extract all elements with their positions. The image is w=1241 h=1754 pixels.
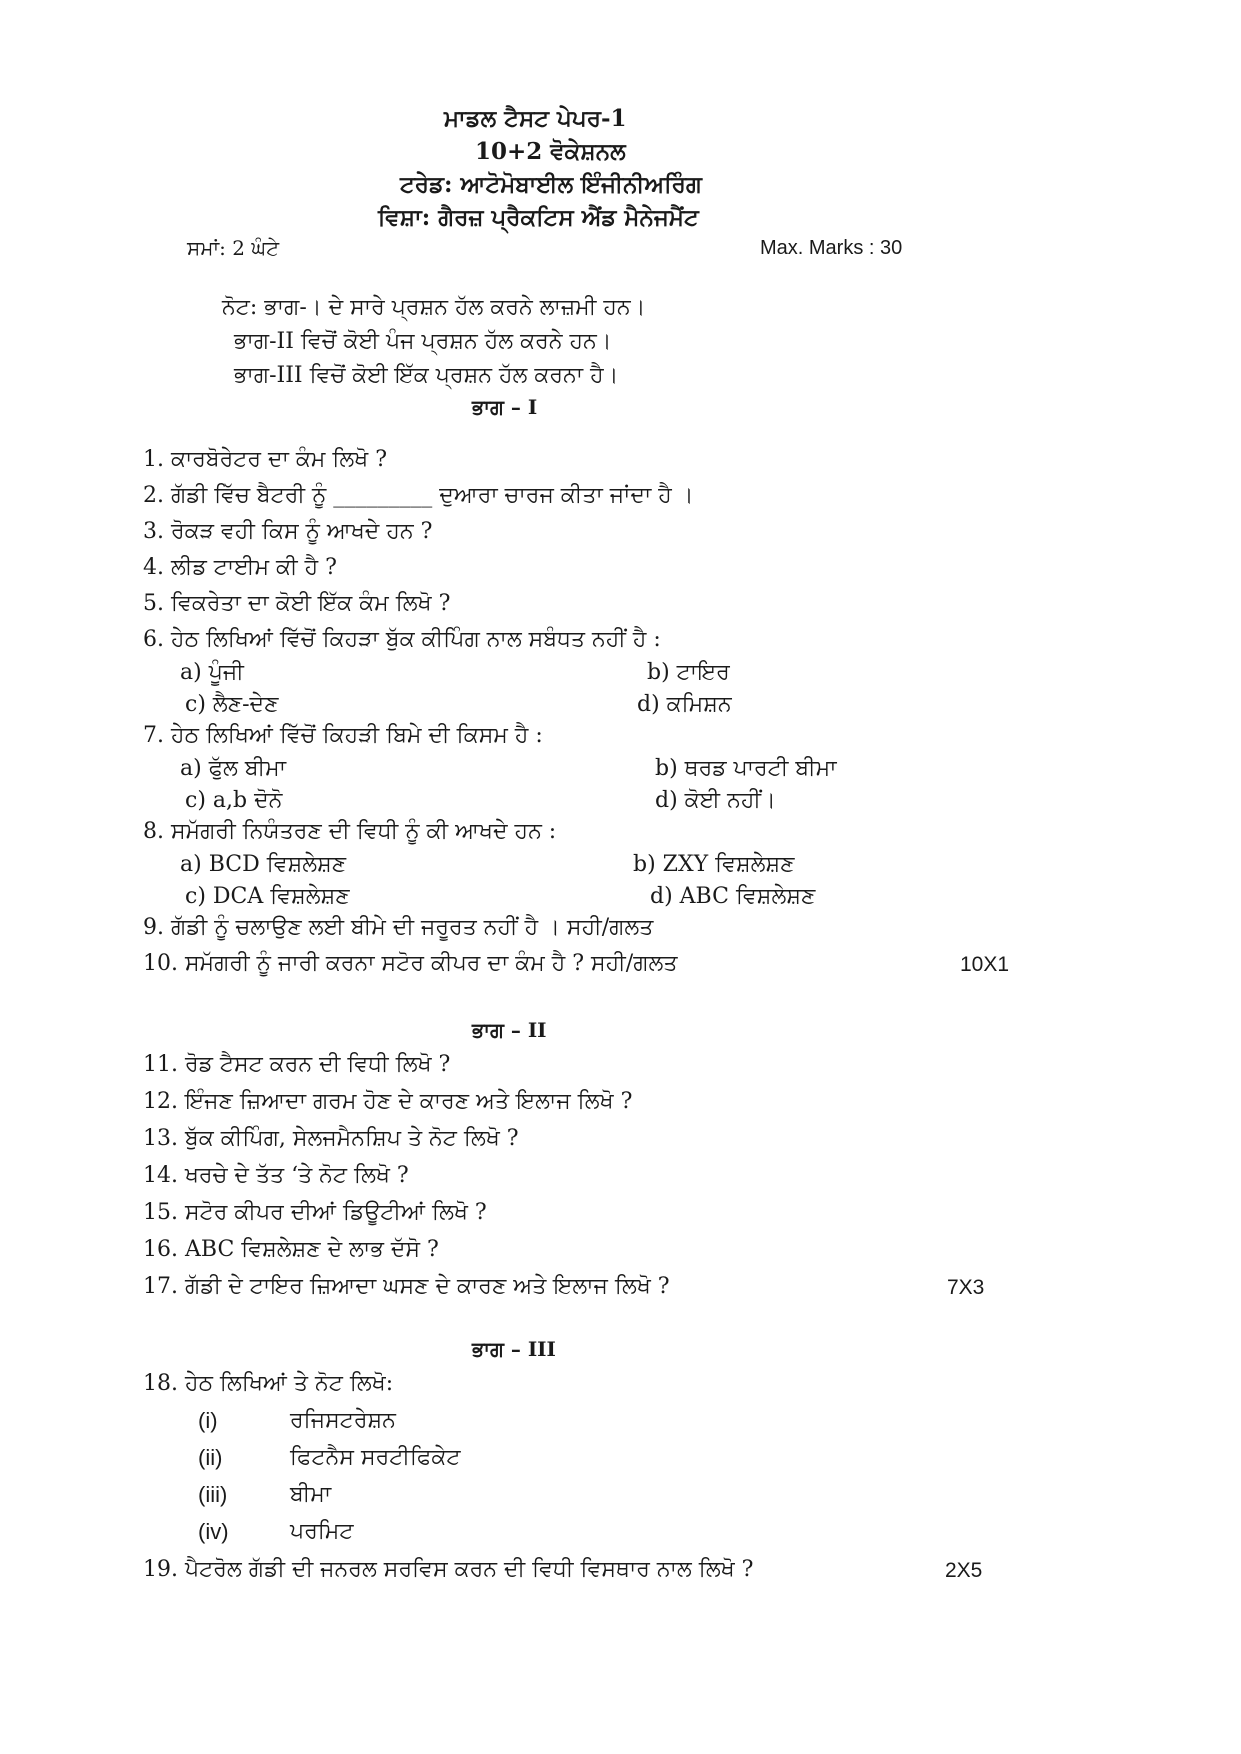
question-7: 7. ਹੇਠ ਲਿਖਿਆਂ ਵਿੱਚੋਂ ਕਿਹੜੀ ਬਿਮੇ ਦੀ ਕਿਸਮ ਹੈ : (143, 723, 543, 748)
section-3-marks: 2X5 (945, 1559, 983, 1582)
question-6-option-b: b) ਟਾਇਰ (647, 660, 730, 685)
question-7-option-d: d) ਕੋਈ ਨਹੀਂ। (655, 788, 776, 813)
question-8-option-a: a) BCD ਵਿਸ਼ਲੇਸ਼ਣ (180, 852, 347, 877)
question-17: 17. ਗੱਡੀ ਦੇ ਟਾਇਰ ਜ਼ਿਆਦਾ ਘਸਣ ਦੇ ਕਾਰਣ ਅਤੇ ਇਲਾਜ ਲਿਖੋ ? (143, 1274, 670, 1299)
question-5: 5. ਵਿਕਰੇਤਾ ਦਾ ਕੋਈ ਇੱਕ ਕੰਮ ਲਿਖੋ ? (143, 591, 451, 616)
question-8-option-d: d) ABC ਵਿਸ਼ਲੇਸ਼ਣ (650, 884, 816, 909)
question-10: 10. ਸਮੱਗਰੀ ਨੂੰ ਜਾਰੀ ਕਰਨਾ ਸਟੋਰ ਕੀਪਰ ਦਾ ਕੰਮ ਹੈ ? ਸਹੀ/ਗਲਤ (143, 951, 678, 976)
question-14: 14. ਖਰਚੇ ਦੇ ਤੱਤ ‘ਤੇ ਨੋਟ ਲਿਖੋ ? (143, 1163, 409, 1188)
question-9: 9. ਗੱਡੀ ਨੂੰ ਚਲਾਉਣ ਲਈ ਬੀਮੇ ਦੀ ਜਰੂਰਤ ਨਹੀਂ ਹੈ । ਸਹੀ/ਗਲਤ (143, 915, 654, 940)
question-7-option-b: b) ਥਰਡ ਪਾਰਟੀ ਬੀਮਾ (655, 756, 837, 781)
question-12: 12. ਇੰਜਣ ਜ਼ਿਆਦਾ ਗਰਮ ਹੋਣ ਦੇ ਕਾਰਣ ਅਤੇ ਇਲਾਜ ਲਿਖੋ ? (143, 1089, 633, 1114)
max-marks: Max. Marks : 30 (760, 237, 903, 259)
class-line: 10+2 ਵੋਕੇਸ਼ਨਲ (475, 138, 626, 165)
section-1-marks: 10X1 (960, 953, 1010, 976)
question-1: 1. ਕਾਰਬੋਰੇਟਰ ਦਾ ਕੰਮ ਲਿਖੋ ? (143, 447, 388, 472)
section-2-marks: 7X3 (947, 1276, 985, 1299)
question-6-option-d: d) ਕਮਿਸ਼ਨ (637, 692, 732, 717)
question-4: 4. ਲੀਡ ਟਾਈਮ ਕੀ ਹੈ ? (143, 555, 337, 580)
question-8-option-b: b) ZXY ਵਿਸ਼ਲੇਸ਼ਣ (633, 852, 795, 877)
question-13: 13. ਬੁੱਕ ਕੀਪਿੰਗ, ਸੇਲਜਮੈਨਸ਼ਿਪ ਤੇ ਨੋਟ ਲਿਖੋ ? (143, 1126, 519, 1151)
question-15: 15. ਸਟੋਰ ਕੀਪਰ ਦੀਆਂ ਡਿਊਟੀਆਂ ਲਿਖੋ ? (143, 1200, 487, 1225)
question-6-option-c: c) ਲੈਣ-ਦੇਣ (185, 692, 279, 717)
question-18: 18. ਹੇਠ ਲਿਖਿਆਂ ਤੇ ਨੋਟ ਲਿਖੋ: (143, 1371, 394, 1396)
question-8-option-c: c) DCA ਵਿਸ਼ਲੇਸ਼ਣ (185, 884, 350, 909)
trade-line: ਟਰੇਡ: ਆਟੋਮੋਬਾਈਲ ਇੰਜੀਨੀਅਰਿੰਗ (400, 171, 702, 198)
section-1-heading: ਭਾਗ – I (472, 395, 538, 419)
time-allowed: ਸਮਾਂ: 2 ਘੰਟੇ (187, 236, 280, 260)
question-18-item-iii: ਬੀਮਾ (290, 1482, 332, 1507)
paper-title: ਮਾਡਲ ਟੈਸਟ ਪੇਪਰ-1 (444, 105, 627, 132)
question-16: 16. ABC ਵਿਸ਼ਲੇਸ਼ਣ ਦੇ ਲਾਭ ਦੱਸੋ ? (143, 1237, 439, 1262)
question-3: 3. ਰੋਕੜ ਵਹੀ ਕਿਸ ਨੂੰ ਆਖਦੇ ਹਨ ? (143, 519, 433, 544)
note-line-3: ਭਾਗ-III ਵਿਚੋਂ ਕੋਈ ਇੱਕ ਪ੍ਰਸ਼ਨ ਹੱਲ ਕਰਨਾ ਹੈ। (234, 363, 619, 388)
question-18-item-iv: ਪਰਮਿਟ (290, 1519, 354, 1544)
question-6: 6. ਹੇਠ ਲਿਖਿਆਂ ਵਿੱਚੋਂ ਕਿਹੜਾ ਬੁੱਕ ਕੀਪਿੰਗ ਨਾਲ ਸਬੰਧਤ ਨਹੀਂ ਹੈ : (143, 627, 661, 652)
question-18-item-ii: ਫਿਟਨੈਸ ਸਰਟੀਫਿਕੇਟ (290, 1445, 461, 1470)
note-line-2: ਭਾਗ-II ਵਿਚੋਂ ਕੋਈ ਪੰਜ ਪ੍ਰਸ਼ਨ ਹੱਲ ਕਰਨੇ ਹਨ। (234, 329, 612, 354)
question-11: 11. ਰੋਡ ਟੈਸਟ ਕਰਨ ਦੀ ਵਿਧੀ ਲਿਖੋ ? (143, 1052, 451, 1077)
question-2: 2. ਗੱਡੀ ਵਿੱਚ ਬੈਟਰੀ ਨੂੰ _________ ਦੁਆਰਾ ਚਾਰਜ ਕੀਤਾ ਜਾਂਦਾ ਹੈ । (143, 483, 694, 508)
subject-line: ਵਿਸ਼ਾ: ਗੈਰਜ਼ ਪ੍ਰੈਕਟਿਸ ਐਂਡ ਮੈਨੇਜਮੈਂਟ (378, 204, 699, 231)
question-7-option-a: a) ਫੁੱਲ ਬੀਮਾ (180, 756, 287, 781)
question-18-item-iii-number: (iii) (198, 1482, 228, 1507)
question-8: 8. ਸਮੱਗਰੀ ਨਿਯੰਤਰਣ ਦੀ ਵਿਧੀ ਨੂੰ ਕੀ ਆਖਦੇ ਹਨ : (143, 819, 557, 844)
question-18-item-i-number: (i) (198, 1408, 218, 1433)
question-19: 19. ਪੈਟਰੋਲ ਗੱਡੀ ਦੀ ਜਨਰਲ ਸਰਵਿਸ ਕਰਨ ਦੀ ਵਿਧੀ ਵਿਸਥਾਰ ਨਾਲ ਲਿਖੋ ? (143, 1557, 754, 1582)
question-7-option-c: c) a,b ਦੋਨੋ (185, 788, 283, 813)
note-line-1: ਨੋਟ: ਭਾਗ-। ਦੇ ਸਾਰੇ ਪ੍ਰਸ਼ਨ ਹੱਲ ਕਰਨੇ ਲਾਜ਼ਮੀ ਹਨ। (222, 295, 646, 320)
section-2-heading: ਭਾਗ – II (472, 1018, 547, 1042)
question-18-item-iv-number: (iv) (198, 1519, 229, 1544)
section-3-heading: ਭਾਗ – III (472, 1337, 556, 1361)
question-18-item-i: ਰਜਿਸਟਰੇਸ਼ਨ (290, 1408, 396, 1433)
question-18-item-ii-number: (ii) (198, 1445, 223, 1470)
question-6-option-a: a) ਪੂੰਜੀ (180, 660, 244, 685)
